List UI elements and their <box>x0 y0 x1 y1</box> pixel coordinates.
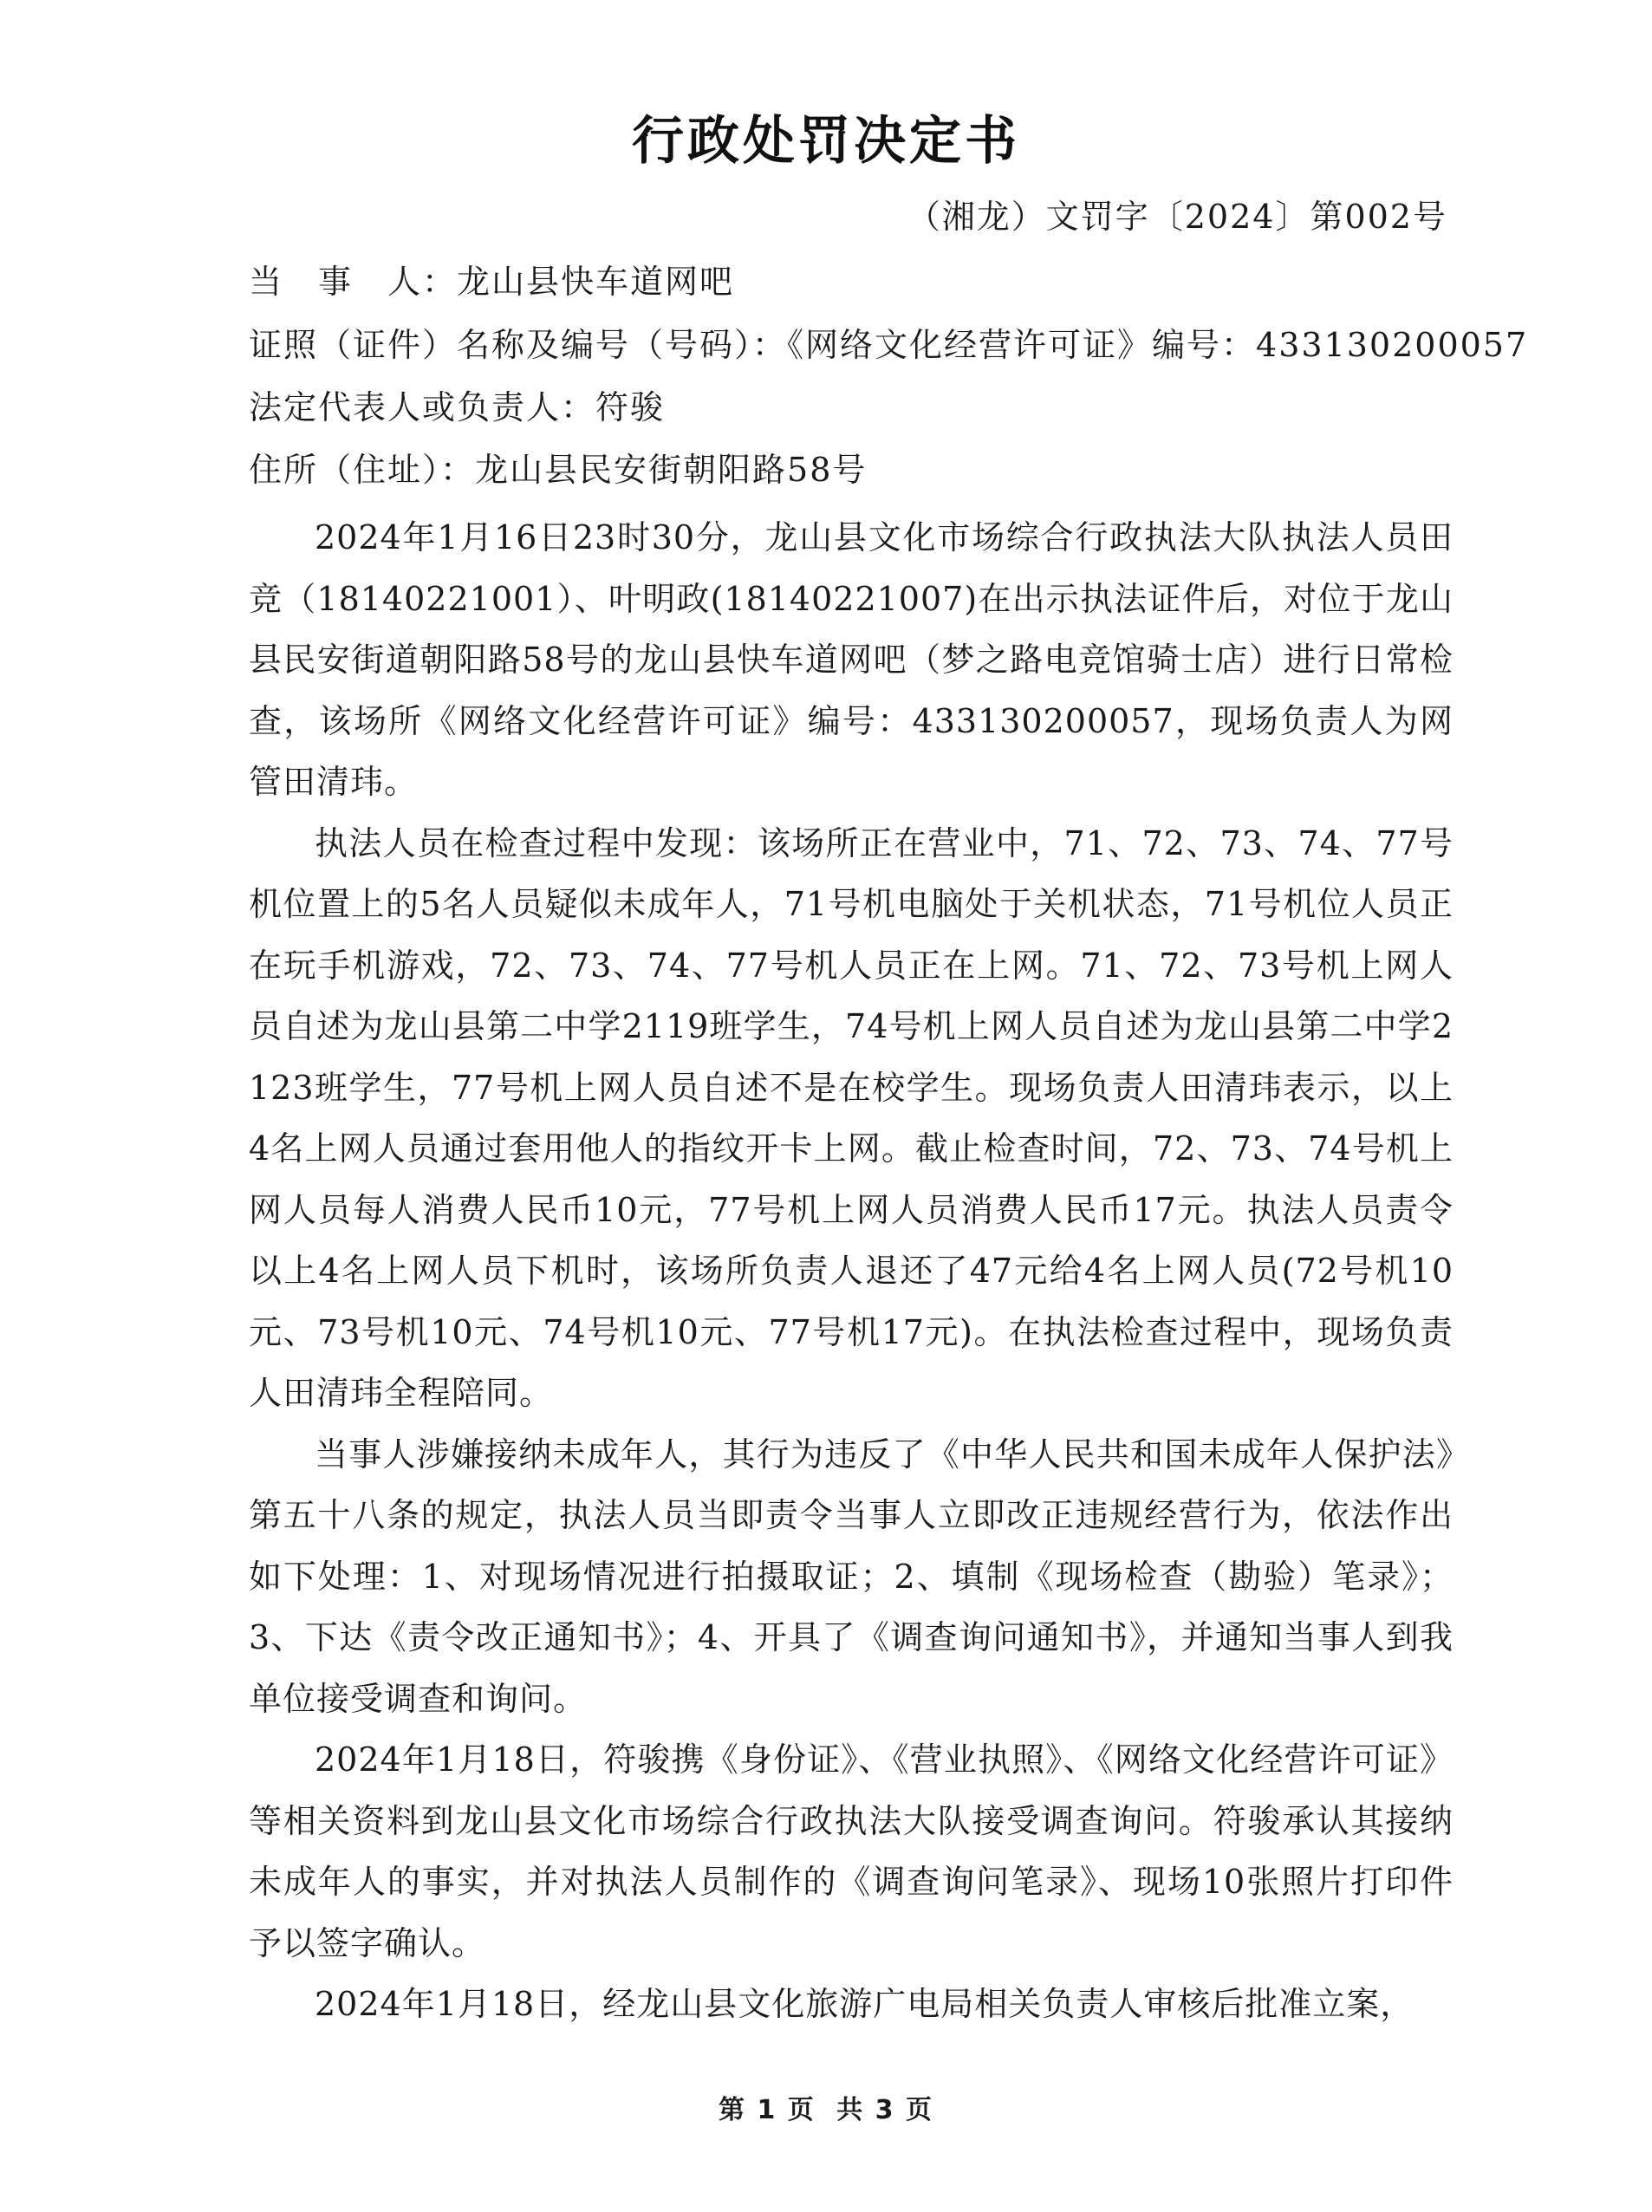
field-party <box>249 256 734 308</box>
paragraph-inspection: 2024年1月16日23时30分，龙山县文化市场综合行政执法大队执法人员田竞（18140221001）、叶明政(18140221007)在出示执法证件后，对位于龙山县民安街道朝阳路58号的龙山县快车道网吧（梦之路电竞馆骑士店）进行日常检查，该场所《网络文化经营许可证》编号：433130200057，现场负责人为网管田清玮。 <box>249 518 1454 801</box>
document-body <box>249 507 1454 2035</box>
field-license-value: 《网络文化经营许可证》编号：433130200057 <box>787 326 1529 364</box>
field-legal-rep-value: 符骏 <box>595 388 666 426</box>
document-number: （湘龙）文罚字〔2024〕第002号 <box>907 198 1447 236</box>
field-separator: ： <box>561 388 596 426</box>
field-legal-rep <box>249 381 665 433</box>
field-party-value: 龙山县快车道网吧 <box>457 263 735 301</box>
field-legal-rep-label: 法定代表人或负责人 <box>249 388 562 426</box>
field-license-label: 证照（证件）名称及编号（号码） <box>249 326 753 364</box>
field-address-label: 住所（住址） <box>249 451 441 489</box>
paragraph-case-filing: 2024年1月18日，经龙山县文化旅游广电局相关负责人审核后批准立案， <box>315 1985 1415 2023</box>
page-footer <box>0 2089 1652 2132</box>
page-number: 第 1 页 <box>719 2095 816 2125</box>
field-address-value: 龙山县民安街朝阳路58号 <box>475 451 868 489</box>
page-total: 共 3 页 <box>836 2095 933 2125</box>
paragraph-violation: 当事人涉嫌接纳未成年人，其行为违反了《中华人民共和国未成年人保护法》第五十八条的规定，执法人员当即责令当事人立即改正违规经营行为，依法作出如下处理：1、对现场情况进行拍摄取证；2、填制《现场检查（勘验）笔录》；3、下达《责令改正通知书》；4、开具了《调查询问通知书》，并通知当事人到我单位接受调查和询问。 <box>249 1435 1454 1718</box>
field-separator: ： <box>440 451 476 489</box>
document-title: 行政处罚决定书 <box>632 111 1020 172</box>
field-party-label: 当 事 人 <box>249 263 423 301</box>
field-separator: ： <box>422 263 458 301</box>
paragraph-findings: 执法人员在检查过程中发现：该场所正在营业中，71、72、73、74、77号机位置上的5名人员疑似未成年人，71号机电脑处于关机状态，71号机位人员正在玩手机游戏，72、73、74、77号机人员正在上网。71、72、73号机上网人员自述为龙山县第二中学2119班学生，74号机上网人员自述为龙山县第二中学2123班学生，77号机上网人员自述不是在校学生。现场负责人田清玮表示，以上4名上网人员通过套用他人的指纹开卡上网。截止检查时间，72、73、74号机上网人员每人消费人民币10元，77号机上网人员消费人民币17元。执法人员责令以上4名上网人员下机时，该场所负责人退还了47元给4名上网人员(72号机10元、73号机10元、74号机10元、77号机17元)。在执法检查过程中，现场负责人田清玮全程陪同。 <box>249 823 1454 1412</box>
field-separator: ： <box>752 326 788 364</box>
field-address <box>249 444 867 496</box>
field-license <box>249 319 1528 371</box>
paragraph-investigation: 2024年1月18日，符骏携《身份证》、《营业执照》、《网络文化经营许可证》等相关资料到龙山县文化市场综合行政执法大队接受调查询问。符骏承认其接纳未成年人的事实，并对执法人员制作的《调查询问笔录》、现场10张照片打印件予以签字确认。 <box>249 1740 1454 1962</box>
